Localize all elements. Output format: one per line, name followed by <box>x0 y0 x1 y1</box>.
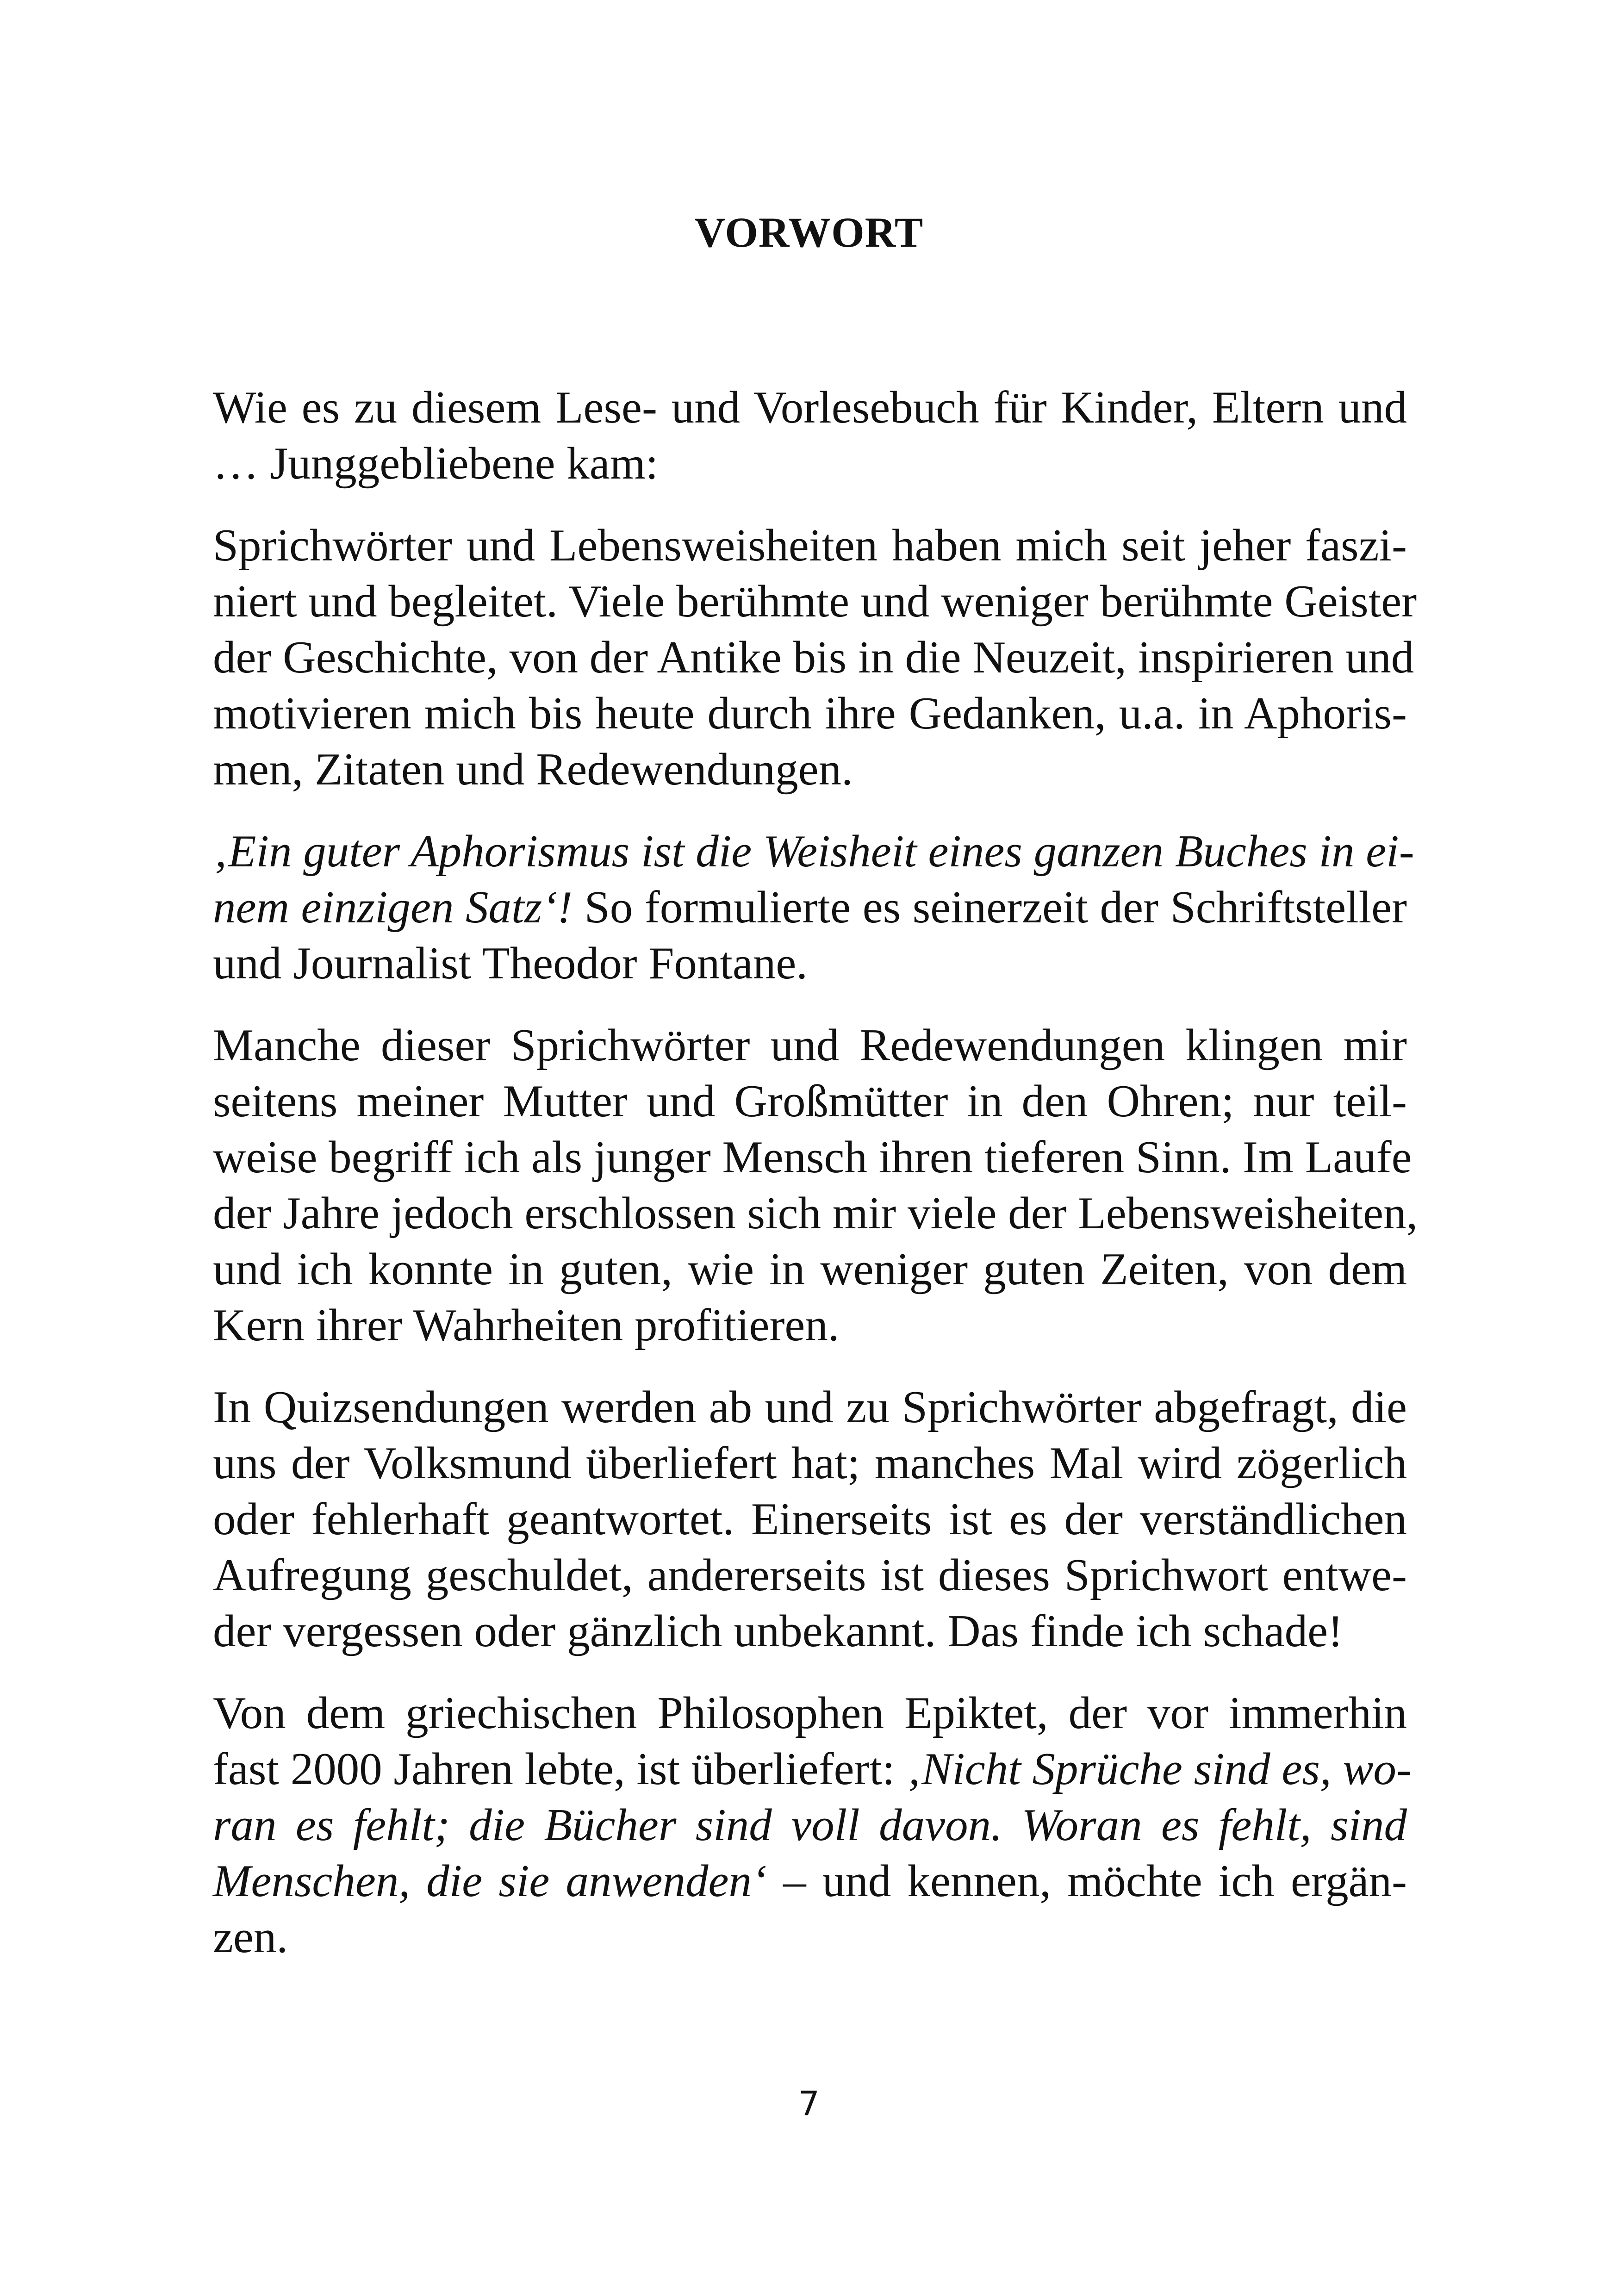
text-run: Aufregung geschuldet, andererseits ist dieses Sprichwort entwe- <box>213 1550 1407 1600</box>
text-run: seitens meiner Mutter und Großmütter in den Ohren; nur teil- <box>213 1076 1407 1126</box>
text-run: … Junggebliebene kam: <box>213 438 659 489</box>
paragraph <box>213 517 1417 797</box>
paragraph <box>213 380 1407 492</box>
paragraph <box>213 1017 1418 1353</box>
paragraph <box>213 1685 1412 1965</box>
text-run: fast 2000 Jahren lebte, ist überliefert: <box>213 1744 907 1794</box>
text-run: – und kennen, möchte ich ergän- <box>766 1856 1407 1906</box>
text-run: men, Zitaten und Redewendungen. <box>213 744 853 795</box>
text-run: So formulierte es seinerzeit der Schriftsteller <box>573 882 1407 933</box>
quote-text: nem einzigen Satz‘! <box>213 882 573 933</box>
text-line <box>213 935 1407 991</box>
text-line <box>213 573 1417 629</box>
text-line <box>213 380 1407 436</box>
text-run: der vergessen oder gänzlich unbekannt. Das finde ich schade! <box>213 1606 1343 1656</box>
text-line <box>213 879 1407 935</box>
text-line <box>213 685 1407 741</box>
page-title: VORWORT <box>694 209 924 256</box>
text-run: uns der Volksmund überliefert hat; manches Mal wird zögerlich <box>213 1438 1407 1488</box>
quote-text: ‚Ein guter Aphorismus ist die Weisheit eines ganzen Buches in ei- <box>213 826 1414 877</box>
text-run: weise begriff ich als junger Mensch ihren tieferen Sinn. Im Laufe <box>213 1132 1412 1182</box>
text-line <box>213 1241 1407 1297</box>
text-line <box>213 517 1407 573</box>
text-run: oder fehlerhaft geantwortet. Einerseits ist es der verständlichen <box>213 1494 1407 1544</box>
text-run: Kern ihrer Wahrheiten profitieren. <box>213 1300 840 1350</box>
text-run: der Geschichte, von der Antike bis in die Neuzeit, inspirieren und <box>213 632 1414 683</box>
text-run: zen. <box>213 1912 288 1962</box>
text-run: Wie es zu diesem Lese- und Vorlesebuch für Kinder, Eltern und <box>213 382 1407 433</box>
text-line <box>213 1797 1407 1853</box>
paragraph <box>213 1379 1407 1659</box>
text-line <box>213 1129 1412 1185</box>
text-line <box>213 1017 1407 1073</box>
text-line <box>213 1491 1407 1547</box>
text-line <box>213 1185 1418 1241</box>
text-line <box>213 1853 1407 1909</box>
text-line <box>213 1297 1407 1353</box>
text-line <box>213 1685 1407 1741</box>
text-line <box>213 823 1414 879</box>
body-text <box>213 380 1418 1991</box>
text-run: Manche dieser Sprichwörter und Redewendungen klingen mir <box>213 1020 1407 1070</box>
paragraph <box>213 823 1414 991</box>
quote-text: Menschen, die sie anwenden‘ <box>213 1856 767 1906</box>
text-line <box>213 741 1407 797</box>
quote-text: ‚Nicht Sprüche sind es, wo- <box>906 1744 1412 1794</box>
text-line <box>213 1741 1412 1797</box>
text-run: und ich konnte in guten, wie in weniger guten Zeiten, von dem <box>213 1244 1407 1294</box>
quote-text: ran es fehlt; die Bücher sind voll davon. Woran es fehlt, sind <box>213 1800 1407 1850</box>
text-run: Sprichwörter und Lebensweisheiten haben mich seit jeher faszi- <box>213 520 1407 571</box>
text-run: und Journalist Theodor Fontane. <box>213 938 808 989</box>
text-run: niert und begleitet. Viele berühmte und weniger berühmte Geister <box>213 576 1417 627</box>
text-line <box>213 1603 1407 1659</box>
text-line <box>213 1547 1407 1603</box>
text-line <box>213 629 1414 685</box>
text-line <box>213 1909 1407 1965</box>
text-line <box>213 1379 1407 1435</box>
text-line <box>213 1435 1407 1491</box>
page-number: 7 <box>798 2084 820 2123</box>
text-run: motivieren mich bis heute durch ihre Gedanken, u.a. in Aphoris- <box>213 688 1407 739</box>
text-line <box>213 1073 1407 1129</box>
text-run: der Jahre jedoch erschlossen sich mir viele der Lebensweisheiten, <box>213 1188 1418 1238</box>
text-run: In Quizsendungen werden ab und zu Sprichwörter abgefragt, die <box>213 1382 1407 1432</box>
text-run: Von dem griechischen Philosophen Epiktet, der vor immerhin <box>213 1688 1407 1738</box>
text-line <box>213 436 1407 492</box>
